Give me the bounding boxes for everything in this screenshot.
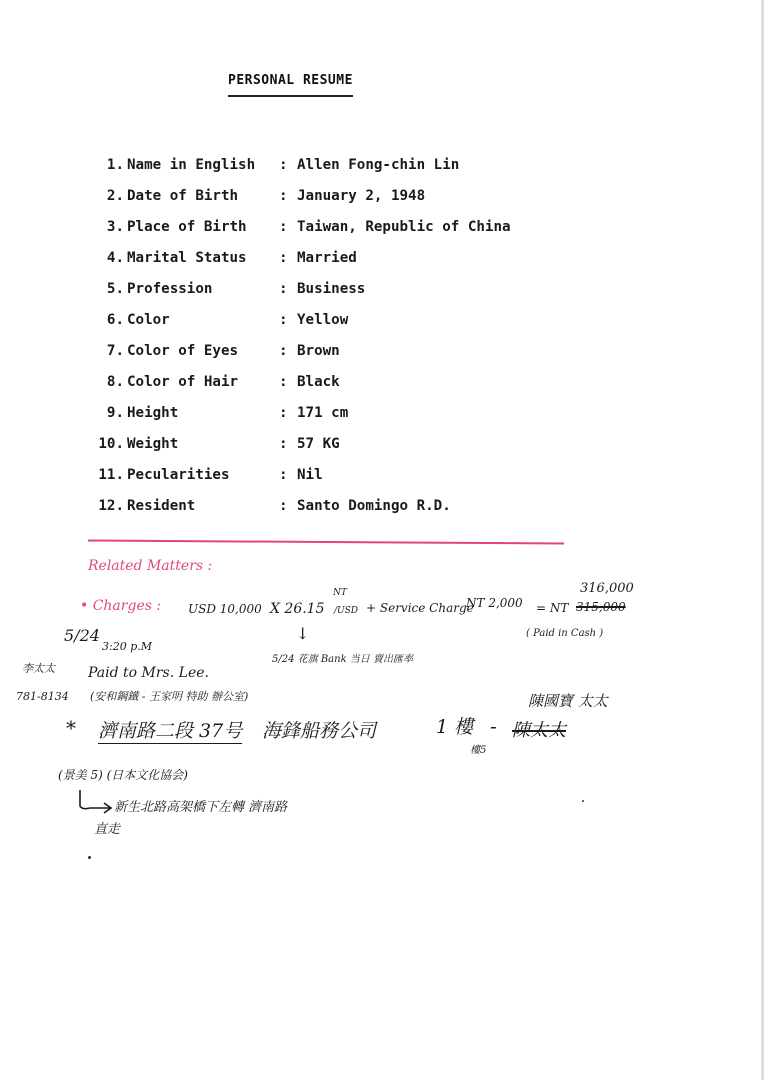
field-colon: : [279,312,288,328]
dash: - [490,714,497,738]
ink-speck [582,800,584,802]
field-value: Santo Domingo R.D. [297,498,451,514]
per-usd: /USD [334,606,358,616]
down-arrow: ↓ [296,624,310,643]
field-label: Pecularities [127,467,230,483]
equals-nt: = NT [536,601,569,615]
field-number: 7. [106,343,124,359]
resume-field-row [88,281,511,312]
nt-superscript: NT [333,588,347,598]
field-colon: : [279,498,288,514]
person-corrected: 陳國寶 太太 [528,692,608,710]
resume-field-row [88,436,511,467]
field-value: Black [297,374,340,390]
resume-field-row [88,312,511,343]
pink-divider-line [88,540,564,545]
small-note: 樓5 [470,745,487,756]
direction-arrow [76,788,116,816]
field-number: 5. [106,281,124,297]
field-label: Resident [127,498,196,514]
field-number: 6. [106,312,124,328]
field-colon: : [279,405,288,421]
charges-label: • Charges : [80,598,162,614]
field-number: 2. [106,188,124,204]
field-label: Height [127,405,179,421]
field-label: Color of Eyes [127,343,239,359]
resume-fields [88,157,511,529]
office-note: (安和鋼鐵 - 王家明 特助 辦公室) [90,690,249,703]
old-total-struck: 315,000 [576,600,626,614]
payment-time: 3:20 p.M [102,640,152,653]
field-colon: : [279,374,288,390]
field-value: Nil [297,467,323,483]
field-colon: : [279,188,288,204]
field-number: 8. [106,374,124,390]
field-colon: : [279,436,288,452]
mrs-lee-name: 李太太 [22,662,55,675]
direction-note: 新生北路高架橋下左轉 濟南路 [114,800,288,815]
field-number: 4. [106,250,124,266]
field-number: 3. [106,219,124,235]
phone-number: 781-8134 [16,690,69,703]
related-matters-heading: Related Matters : [88,558,213,574]
field-label: Color [127,312,170,328]
field-value: Yellow [297,312,349,328]
resume-field-row [88,188,511,219]
resume-field-row [88,374,511,405]
landmark-note: (景美 5) (日本文化協会) [58,768,188,782]
field-label: Profession [127,281,213,297]
bank-rate-note: 5/24 花旗 Bank 当日 賣出匯率 [272,654,413,665]
field-label: Weight [127,436,179,452]
resume-field-row [88,157,511,188]
address: 濟南路二段 37号 [98,716,242,744]
field-number: 10. [98,436,124,452]
field-colon: : [279,467,288,483]
field-number: 9. [106,405,124,421]
field-label: Place of Birth [127,219,247,235]
direction-label: 直走 [94,822,121,837]
field-number: 1. [106,157,124,173]
field-label: Name in English [127,157,256,173]
resume-field-row [88,467,511,498]
company-name: 海鋒船務公司 [262,720,377,742]
field-label: Color of Hair [127,374,239,390]
paid-in-cash: ( Paid in Cash ) [526,628,604,639]
field-value: Allen Fong-chin Lin [297,157,460,173]
service-charge: + Service Charge [366,601,474,615]
field-value: January 2, 1948 [297,188,426,204]
usd-amount: USD 10,000 [188,602,262,616]
resume-field-row [88,405,511,436]
field-colon: : [279,219,288,235]
exchange-rate: X 26.15 [270,601,325,617]
field-label: Date of Birth [127,188,239,204]
nt-service-amount: NT 2,000 [466,596,523,610]
field-value: 171 cm [297,405,349,421]
field-value: Married [297,250,357,266]
star-mark: * [66,716,76,740]
field-number: 12. [98,498,124,514]
resume-field-row [88,498,511,529]
resume-field-row [88,343,511,374]
page-title: PERSONAL RESUME [228,73,353,97]
field-value: Taiwan, Republic of China [297,219,511,235]
paid-to-mrs-lee: Paid to Mrs. Lee. [88,665,209,681]
resume-field-row [88,219,511,250]
field-value: Brown [297,343,340,359]
field-colon: : [279,157,288,173]
field-value: Business [297,281,366,297]
resume-field-row [88,250,511,281]
corrected-total: 316,000 [580,581,634,596]
field-colon: : [279,281,288,297]
floor: 1 樓 [436,716,474,738]
field-number: 11. [98,467,124,483]
field-value: 57 KG [297,436,340,452]
field-label: Marital Status [127,250,247,266]
field-colon: : [279,250,288,266]
person-struck: 陳太太 [512,720,566,741]
ink-speck [88,856,91,859]
payment-date: 5/24 [64,626,100,645]
field-colon: : [279,343,288,359]
